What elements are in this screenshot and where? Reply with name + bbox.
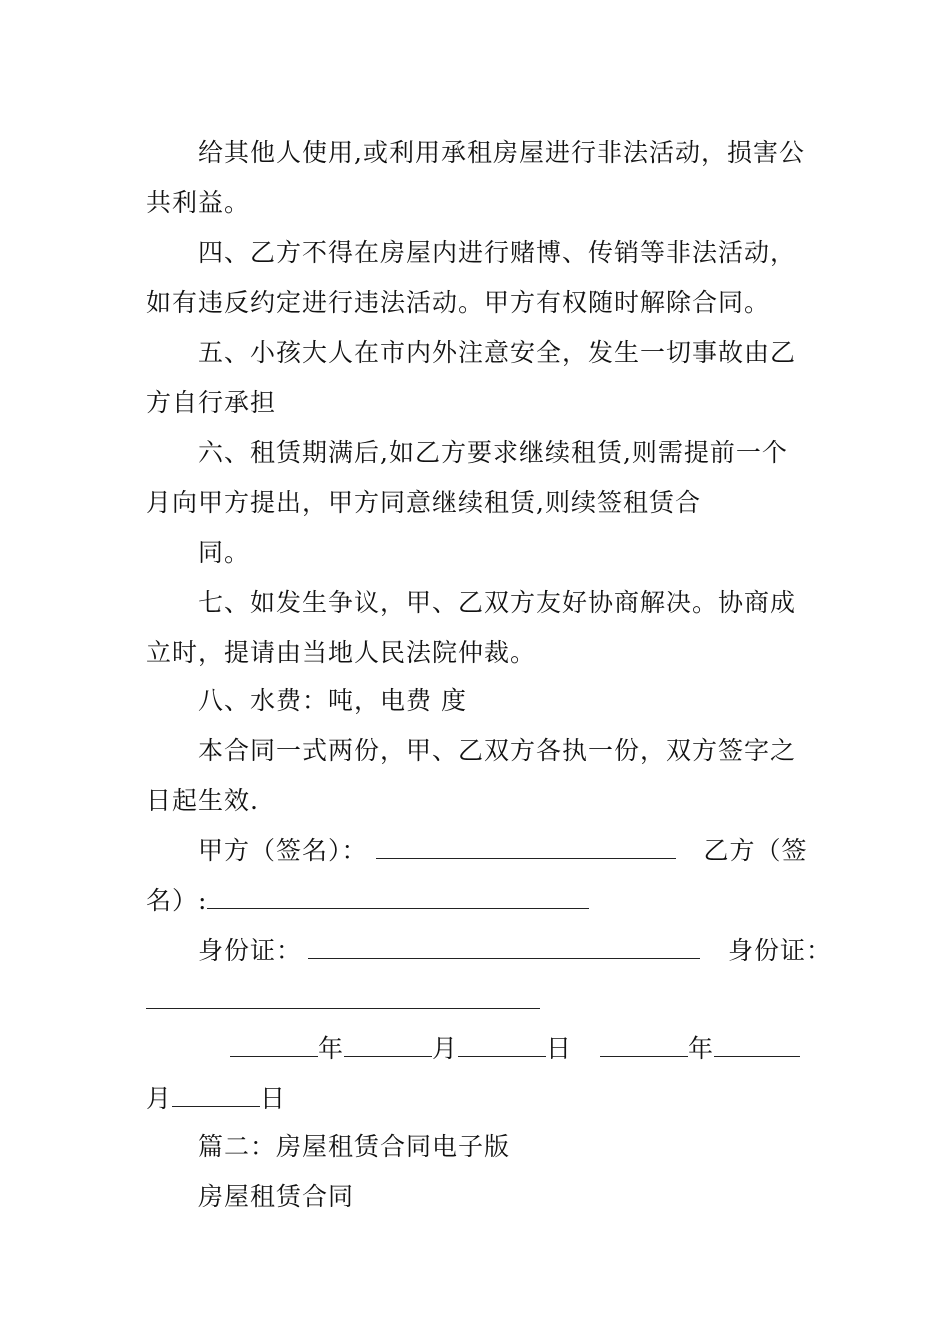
year-label: 年 (318, 1034, 345, 1063)
paragraph-line: 方自行承担 (146, 388, 277, 417)
id-b-blank (146, 986, 540, 1009)
clause-five: 五、小孩大人在市内外注意安全，发生一切事故由乙 (198, 338, 797, 367)
clause-eight: 八、水费：吨，电费 度 (198, 686, 467, 715)
year-blank (600, 1034, 688, 1057)
paragraph-line: 日起生效. (146, 786, 259, 815)
paragraph-line: 如有违反约定进行违法活动。甲方有权随时解除合同。 (146, 288, 771, 317)
day-blank (172, 1084, 260, 1107)
closing-paragraph: 本合同一式两份，甲、乙双方各执一份，双方签字之 (198, 736, 797, 765)
party-b-signature-blank (207, 886, 589, 909)
clause-six: 六、租赁期满后,如乙方要求继续租赁,则需提前一个 (198, 438, 788, 467)
party-a-label: 甲方（签名）： (198, 836, 368, 865)
day-label: 日 (260, 1084, 287, 1113)
month-label: 月 (432, 1034, 459, 1063)
month-blank (344, 1034, 432, 1057)
section-title: 篇二：房屋租赁合同电子版 (198, 1132, 511, 1161)
year-label: 年 (688, 1034, 715, 1063)
month-label: 月 (146, 1084, 173, 1113)
year-blank (230, 1034, 318, 1057)
signature-row (198, 826, 868, 876)
party-b-label-continued: 名）: (146, 886, 208, 915)
date-row (146, 1074, 816, 1124)
party-a-signature-blank (376, 836, 676, 859)
id-row (198, 926, 868, 976)
day-label: 日 (546, 1034, 573, 1063)
clause-seven: 七、如发生争议，甲、乙双方友好协商解决。协商成 (198, 588, 797, 617)
paragraph-line: 同。 (198, 538, 251, 567)
paragraph-line: 立时，提请由当地人民法院仲裁。 (146, 638, 537, 667)
id-label-b: 身份证： (728, 936, 833, 965)
party-b-label: 乙方（签 (703, 836, 808, 865)
contract-title: 房屋租赁合同 (198, 1182, 355, 1211)
paragraph-line: 共利益。 (146, 188, 251, 217)
id-label-a: 身份证： (198, 936, 303, 965)
paragraph-line: 给其他人使用,或利用承租房屋进行非法活动，损害公 (198, 138, 805, 167)
signature-row (146, 876, 816, 926)
clause-four: 四、乙方不得在房屋内进行赌博、传销等非法活动， (198, 238, 797, 267)
paragraph-line: 月向甲方提出，甲方同意继续租赁,则续签租赁合 (146, 488, 701, 517)
id-a-blank (308, 936, 700, 959)
month-blank (714, 1034, 800, 1057)
date-row (230, 1024, 810, 1074)
id-row (146, 976, 816, 1026)
day-blank (458, 1034, 546, 1057)
